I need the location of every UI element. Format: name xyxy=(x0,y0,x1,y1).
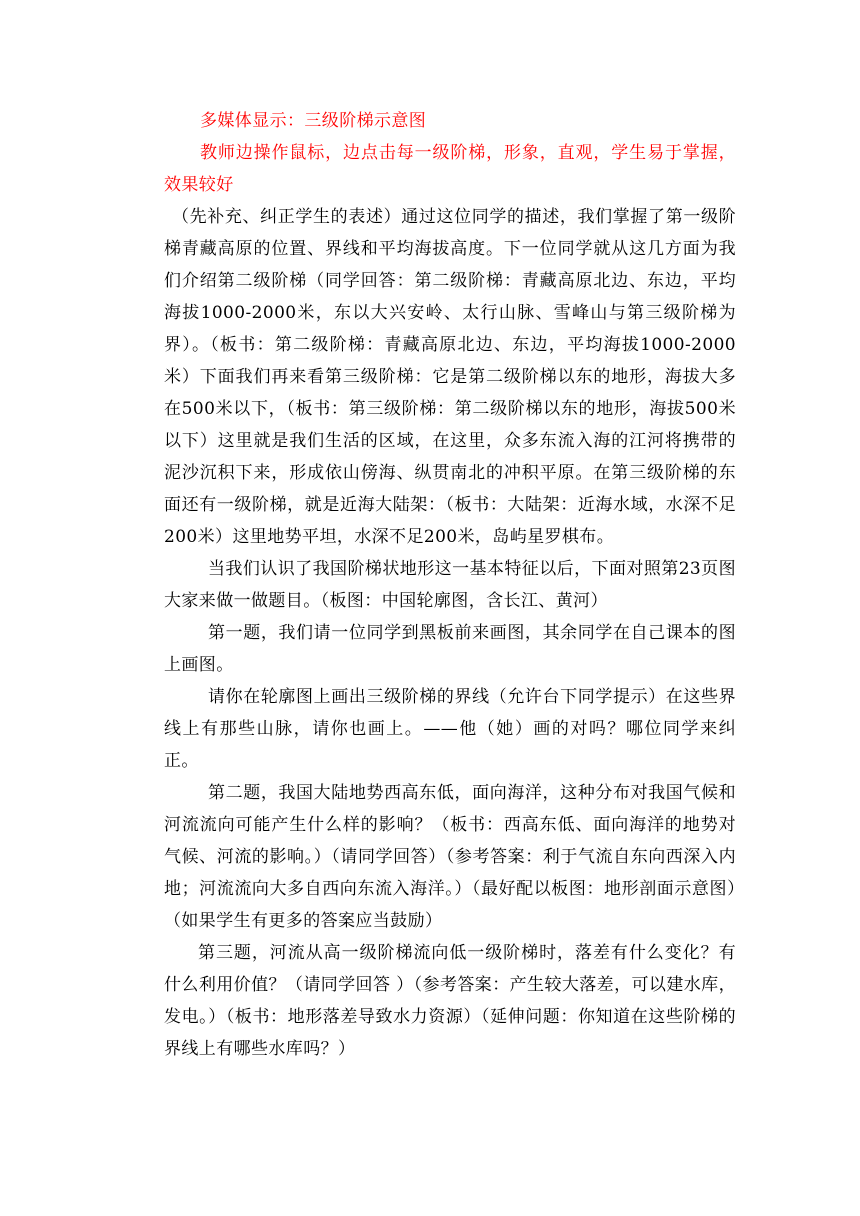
paragraph-question-three: 第三题，河流从高一级阶梯流向低一级阶梯时，落差有什么变化？有什么利用价值？（请同学回答 ）（参考答案：产生较大落差，可以建水库，发电。）（板书：地形落差导致水力资源）（延伸问题：你知道在这些阶梯的界线上有哪些水库吗？） xyxy=(164,943,736,1059)
paragraph-question-one: 第一题，我们请一位同学到黑板前来画图，其余同学在自己课本的图上画图。 xyxy=(164,623,736,675)
teacher-operation-note: 教师边操作鼠标，边点击每一级阶梯，形象，直观，学生易于掌握，效果较好 xyxy=(164,143,736,195)
paragraph-steps-explanation: （先补充、纠正学生的表述）通过这位同学的描述，我们掌握了第一级阶梯青藏高原的位置、界线和平均海拔高度。下一位同学就从这几方面为我们介绍第二级阶梯（同学回答：第二级阶梯：青藏高原北边、东边，平均海拔1000-2000米，东以大兴安岭、太行山脉、雪峰山与第三级阶梯为界）。（板书：第二级阶梯：青藏高原北边、东边，平均海拔1000-2000米）下面我们再来看第三级阶梯：它是第二级阶梯以东的地形，海拔大多在500米以下，（板书：第三级阶梯：第二级阶梯以东的地形，海拔500米以下）这里就是我们生活的区域，在这里，众多东流入海的江河将携带的泥沙沉积下来，形成依山傍海、纵贯南北的冲积平原。在第三级阶梯的东面还有一级阶梯，就是近海大陆架：（板书：大陆架：近海水域，水深不足200米）这里地势平坦，水深不足200米，岛屿星罗棋布。 xyxy=(164,207,736,547)
document-body xyxy=(164,105,736,1065)
paragraph-intro-exercises: 当我们认识了我国阶梯状地形这一基本特征以后，下面对照第23页图大家来做一做题目。（板图：中国轮廓图，含长江、黄河） xyxy=(164,559,736,611)
paragraph-question-two: 第二题，我国大陆地势西高东低，面向海洋，这种分布对我国气候和河流流向可能产生什么样的影响？（板书：西高东低、面向海洋的地势对气候、河流的影响。）（请同学回答）（参考答案：利于气流自东向西深入内地；河流流向大多自西向东流入海洋。）（最好配以板图：地形剖面示意图）（如果学生有更多的答案应当鼓励） xyxy=(164,783,736,931)
paragraph-draw-boundaries: 请你在轮廓图上画出三级阶梯的界线（允许台下同学提示）在这些界线上有那些山脉，请你也画上。——他（她）画的对吗？哪位同学来纠正。 xyxy=(164,687,736,771)
multimedia-note: 多媒体显示：三级阶梯示意图 xyxy=(200,111,427,131)
